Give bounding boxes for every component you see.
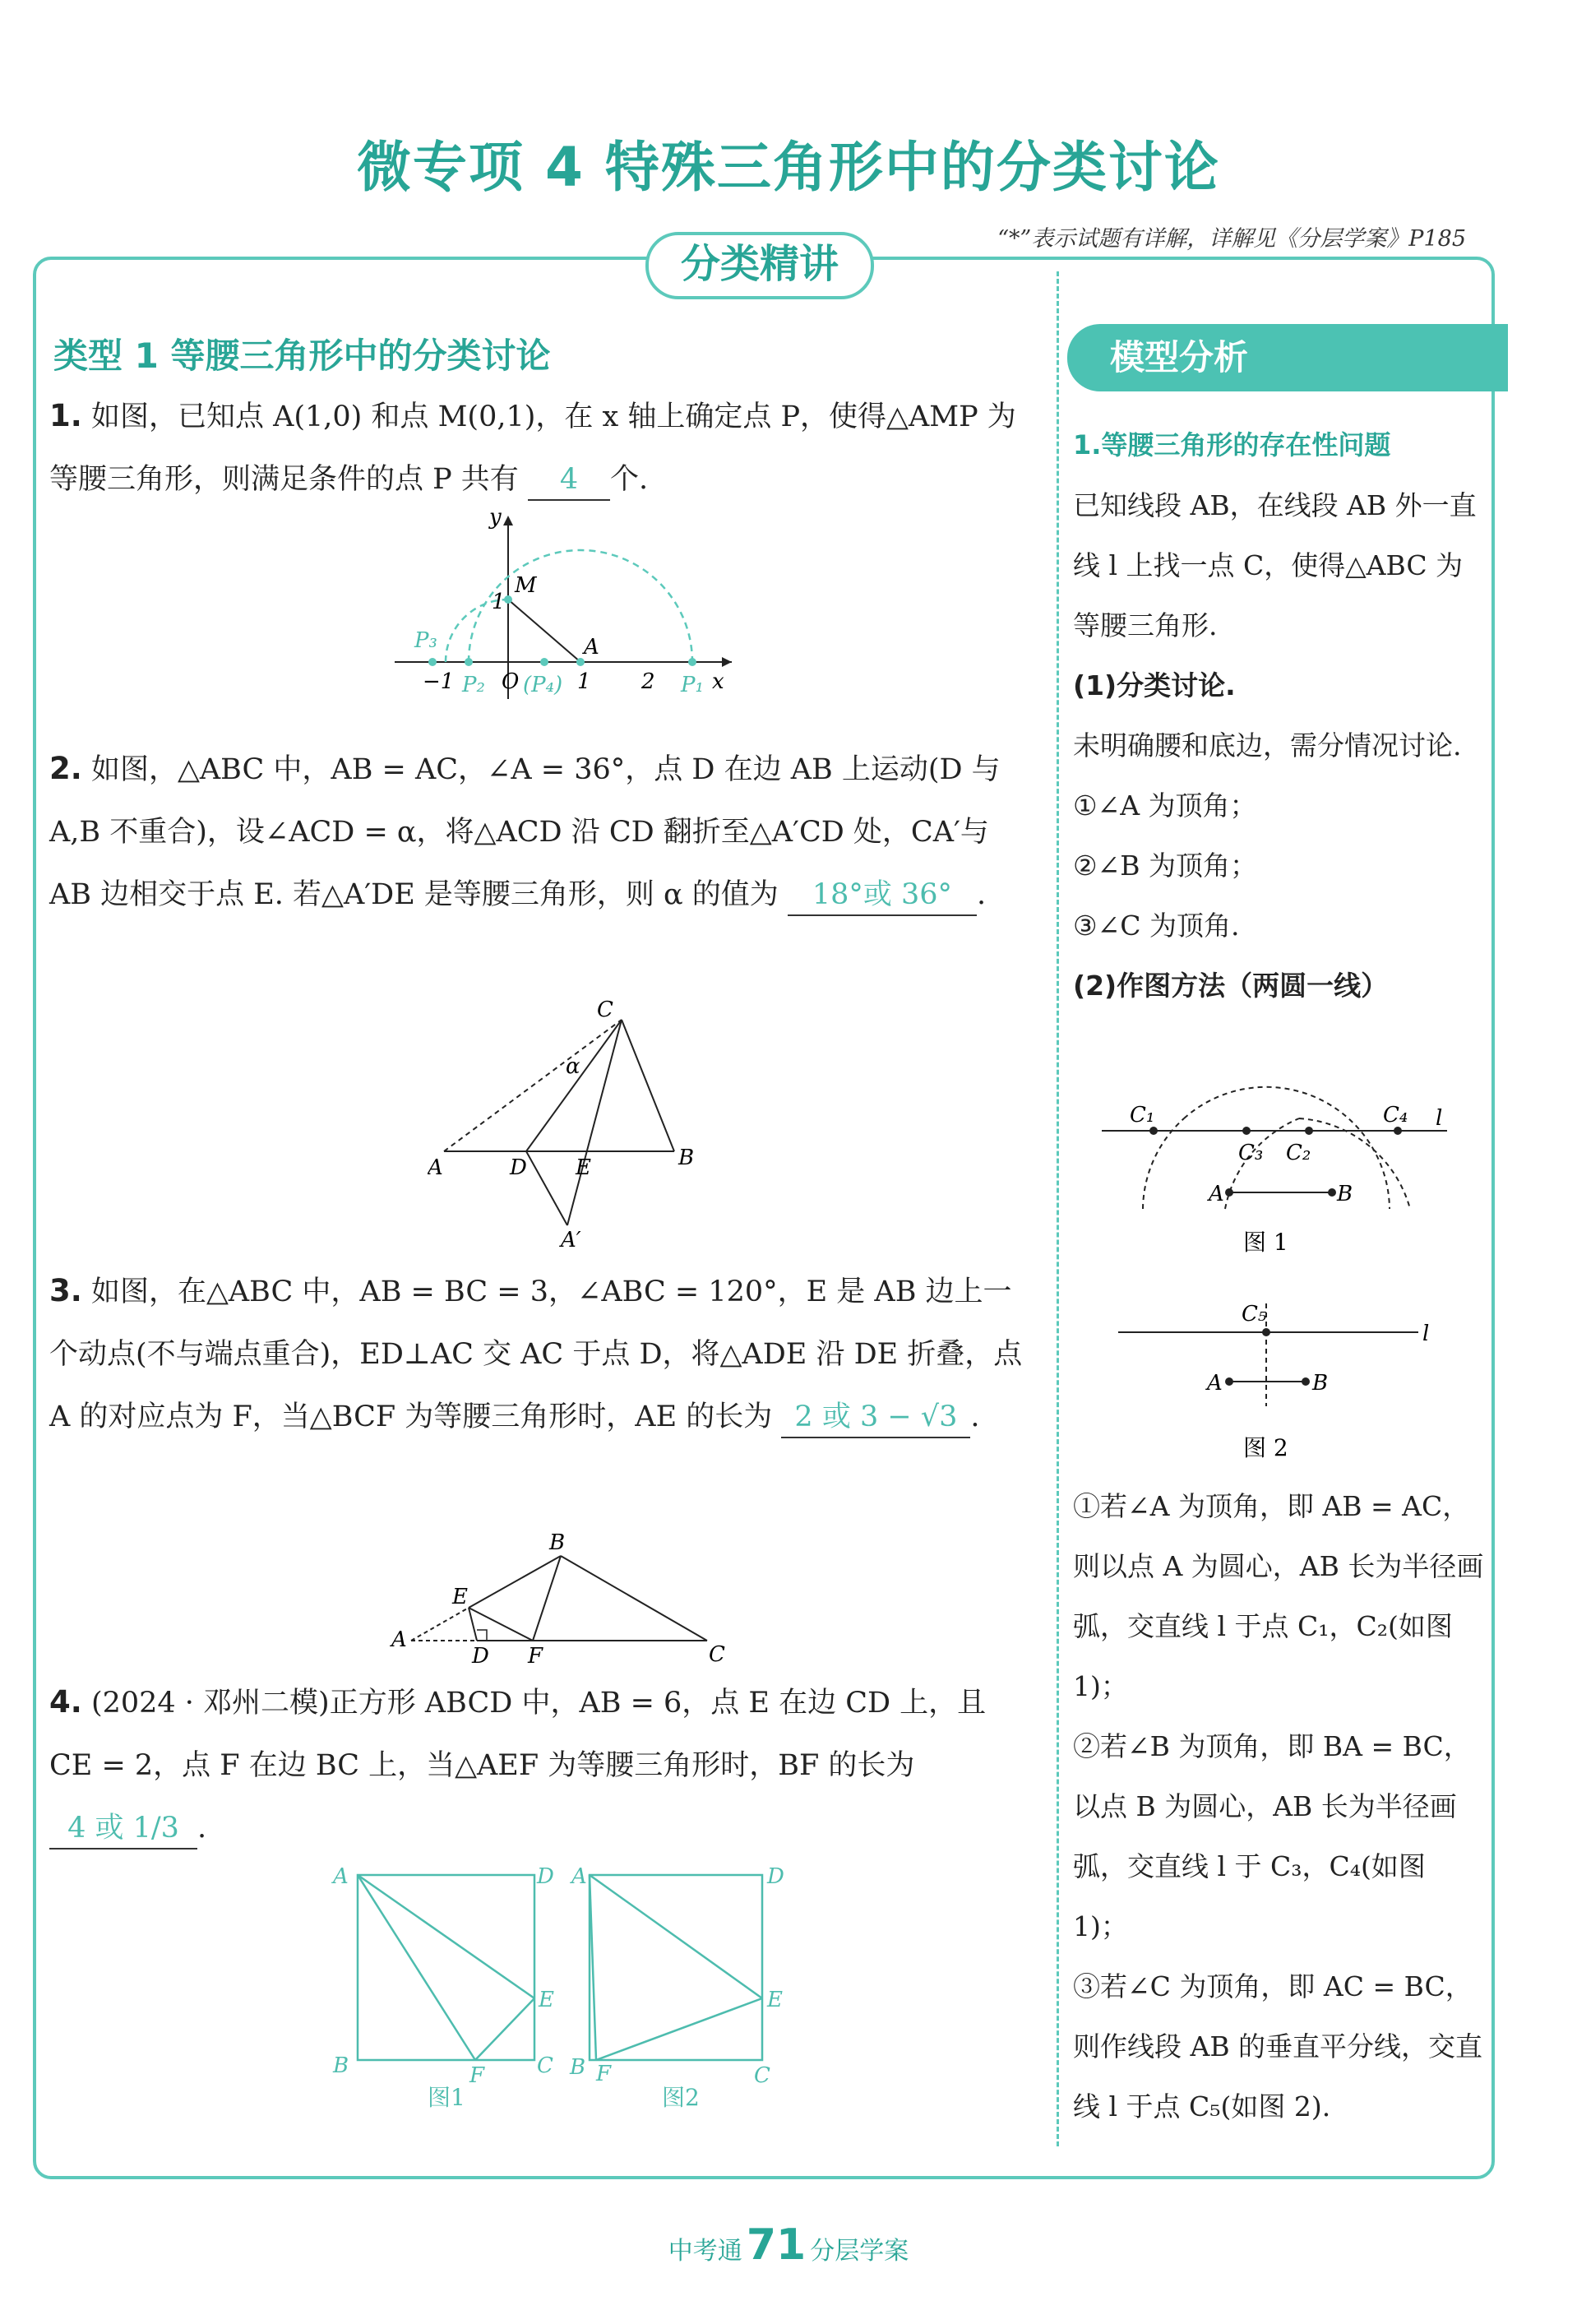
question-number: 1. [49,398,82,433]
label-c4: C₄ [1383,1103,1408,1127]
label-e: E [452,1585,468,1609]
square-2 [590,1875,762,2060]
label-a: A [584,635,599,660]
segment-bc [561,1556,707,1641]
label-c1: C₁ [1130,1103,1155,1127]
step-2-title: (2)作图方法（两圆一线） [1073,970,1389,1002]
label-b: B [549,1530,566,1555]
question-number: 4. [49,1684,82,1720]
x-axis-arrow [722,657,732,667]
label-d-1: D [537,1864,554,1889]
label-l: l [1436,1106,1443,1131]
point-p1 [688,658,696,666]
segment-ae-2 [590,1875,762,1998]
section-banner: 分类精讲 [645,232,874,299]
page-number: 71 [746,2220,807,2270]
segment-da-prime [526,1151,567,1225]
label-e-2: E [767,1988,783,2012]
case-3: ③∠C 为顶角. [1073,910,1240,942]
caption-fig1: 图 1 [1243,1229,1288,1256]
label-one-y: 1 [492,590,506,614]
label-b-2: B [570,2055,586,2080]
label-a-2: A [571,1864,587,1889]
q1-figure [386,506,748,707]
model-figure-1 [1094,1086,1464,1283]
label-b: B [1312,1371,1329,1396]
q2-figure [428,995,707,1250]
segment-ae [411,1608,469,1641]
point-b [1302,1377,1310,1386]
segment-ae-1 [358,1875,534,1998]
step-1-title: (1)分类讨论. [1073,669,1236,701]
model-figure-2 [1094,1283,1464,1472]
explain-2: ②若∠B 为顶角，即 BA = BC，以点 B 为圆心，AB 长为半径画弧，交直线 l 于 C₃，C₄(如图 1)； [1073,1730,1471,1942]
question-1 [49,385,1036,511]
segment-ac [444,1020,622,1151]
question-text: 如图，△ABC 中，AB = AC，∠A = 36°，点 D 在边 AB 上运动(D 与 A,B 不重合)，设∠ACD = α，将△ACD 沿 CD 翻折至△A′CD 处，CA′与 AB 边相交于点 E. 若△A′DE 是等腰三角形，则 α 的值为 [49,753,1001,911]
label-c-1: C [537,2053,553,2078]
label-c-2: C [754,2063,770,2088]
label-l: l [1422,1322,1430,1346]
label-c3: C₃ [1238,1141,1264,1165]
segment-ma [508,600,580,662]
label-x: x [712,669,724,694]
label-alpha: α [566,1054,580,1079]
right-angle-mark [477,1630,487,1641]
q3-figure [386,1521,748,1669]
point-c3 [1242,1127,1251,1135]
label-two: 2 [641,669,655,694]
answer-blank: 18°或 36° [788,875,977,916]
caption-2: 图2 [662,2084,700,2111]
square-1 [358,1875,534,2060]
answer-blank: 4 [528,460,610,501]
label-f: F [528,1644,543,1669]
label-m: M [515,573,537,598]
label-d: D [472,1644,489,1669]
segment-ed [469,1608,477,1641]
point-p4 [540,658,548,666]
label-neg1: −1 [423,669,455,694]
point-c1 [1149,1127,1158,1135]
question-3 [49,1260,1036,1448]
label-c: C [597,998,613,1022]
question-tail: . [197,1812,207,1845]
label-c2: C₂ [1286,1141,1311,1165]
label-f-2: F [596,2062,612,2086]
footer-left: 中考通 [668,2237,742,2266]
answer-blank: 4 或 1/3 [49,1808,197,1849]
answer-blank: 2 或 3 − √3 [781,1397,970,1438]
point-c2 [1305,1127,1313,1135]
arc-b-right [1299,1118,1410,1209]
q4-figure [325,1859,835,2122]
page-footer [0,2220,1577,2270]
point-p2 [465,658,473,666]
label-a: A [1207,1371,1223,1396]
label-b: B [1337,1182,1353,1206]
arc-a-left [1143,1118,1184,1209]
label-y: y [489,506,502,530]
question-4 [49,1671,1036,1859]
point-p3 [428,658,437,666]
explain-3: ③若∠C 为顶角，即 AC = BC，则作线段 AB 的垂直平分线，交直线 l 于点 C₅(如图 2). [1073,1970,1483,2123]
label-o: O [502,669,520,694]
segment-ef-2 [596,1998,762,2060]
case-2: ②∠B 为顶角； [1073,850,1257,882]
label-p4: (P₄) [523,673,563,697]
step-1-text: 未明确腰和底边，需分情况讨论. [1073,729,1462,762]
model-explanation [1073,1476,1484,2137]
question-number: 3. [49,1273,82,1308]
model-analysis-header: 模型分析 [1067,324,1508,391]
label-d: D [510,1155,527,1180]
label-p1: P₁ [681,673,704,697]
model-analysis-text [1073,415,1484,1016]
caption-fig2: 图 2 [1243,1434,1288,1461]
segment-ef-1 [475,1998,534,2060]
segment-ef [469,1608,533,1641]
label-one-x: 1 [577,669,591,694]
label-e: E [576,1155,591,1180]
label-b-1: B [333,2053,349,2078]
question-tail: . [976,878,987,911]
case-1: ①∠A 为顶角； [1073,789,1257,822]
question-tail: . [970,1400,980,1433]
question-text: 如图，在△ABC 中，AB = BC = 3，∠ABC = 120°，E 是 AB 边上一个动点(不与端点重合)，ED⊥AC 交 AC 于点 D，将△ADE 沿 DE 折叠，点 A 的对应点为 F，当△BCF 为等腰三角形时，AE 的长为 [49,1275,1023,1433]
label-c: C [709,1642,725,1667]
segment-cb [622,1020,674,1151]
question-number: 2. [49,751,82,786]
question-text: (2024 · 邓州二模)正方形 ABCD 中，AB = 6，点 E 在边 CD 上，且 CE = 2，点 F 在边 BC 上，当△AEF 为等腰三角形时，BF 的长为 [49,1687,987,1782]
explain-1: ①若∠A 为顶角，即 AB = AC，则以点 A 为圆心，AB 长为半径画弧，交直线 l 于点 C₁，C₂(如图 1)； [1073,1490,1484,1702]
point-c4 [1394,1127,1402,1135]
intro-text: 已知线段 AB，在线段 AB 外一直线 l 上找一点 C，使得△ABC 为等腰三角形. [1073,489,1477,641]
segment-af-1 [358,1875,475,2060]
point-c5 [1262,1328,1270,1336]
column-divider [1057,271,1059,2146]
page-title: 微专项 4 特殊三角形中的分类讨论 [357,136,1220,199]
detail-note: “*”表示试题有详解，详解见《分层学案》P185 [997,226,1466,252]
label-b: B [678,1146,695,1170]
question-tail: 个. [609,463,649,496]
y-axis-arrow [503,516,513,525]
section-heading: 类型 1 等腰三角形中的分类讨论 [53,336,551,376]
label-a: A [1209,1182,1224,1206]
caption-1: 图1 [428,2084,465,2111]
label-a: A [391,1627,407,1652]
point-a [1225,1188,1233,1197]
label-e-1: E [539,1988,554,2012]
label-p2: P₂ [462,673,485,697]
segment-cd [526,1020,622,1151]
subheading: 1.等腰三角形的存在性问题 [1073,429,1391,461]
label-a: A [428,1155,443,1180]
label-f-1: F [469,2063,485,2088]
question-text: 如图，已知点 A(1,0) 和点 M(0,1)，在 x 轴上确定点 P，使得△AMP 为等腰三角形，则满足条件的点 P 共有 [49,400,1016,496]
question-2 [49,738,1036,926]
label-a-prime: A′ [561,1228,581,1250]
label-a-1: A [333,1864,349,1889]
label-d-2: D [767,1864,784,1889]
point-b [1328,1188,1336,1197]
point-a [1225,1377,1233,1386]
segment-ca-prime [567,1020,622,1225]
label-p3: P₃ [414,628,437,653]
label-c5: C₅ [1242,1302,1267,1326]
footer-right: 分层学案 [810,2237,909,2266]
